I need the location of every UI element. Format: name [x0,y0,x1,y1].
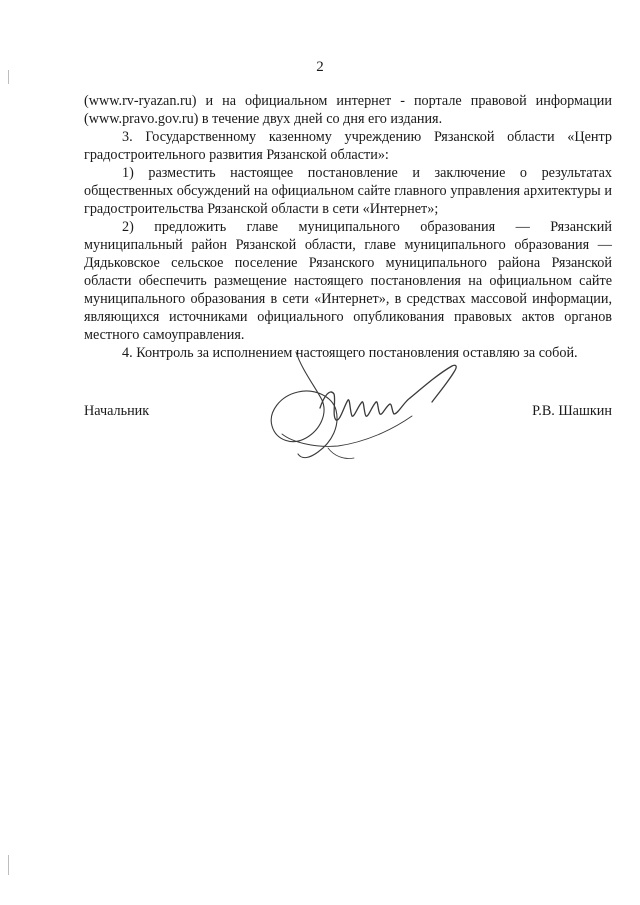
handwritten-signature [262,330,472,470]
signature-row [84,402,612,422]
signatory-name: Р.В. Шашкин [532,403,612,419]
signatory-position: Начальник [84,403,150,419]
paragraph-item-4: 4. Контроль за исполнением настоящего постановления оставляю за собой. [122,345,578,361]
document-body [84,92,612,362]
scan-margin-mark [8,70,9,84]
page-number: 2 [316,59,324,75]
paragraph-item-3: 3. Государственному казенному учреждению Рязанской области «Центр градостроительного развития Рязанской области»: [84,129,612,163]
paragraph-continuation: (www.rv-ryazan.ru) и на официальном интернет - портале правовой информации (www.pravo.gov.ru) в течение двух дней со дня его издания. [84,93,612,127]
paragraph-item-3-1: 1) разместить настоящее постановление и заключение о результатах общественных обсуждений на официальном сайте главного управления архитектуры и градостроительства Рязанской области в сети «Интернет»; [84,165,612,217]
paragraph-item-3-2: 2) предложить главе муниципального образования — Рязанский муниципальный район Рязанской области, главе муниципального образования — Дядьковское сельское поселение Рязанского муниципального района Рязанской области обеспечить размещение настоящего постановления на официальном сайте муниципального образования в сети «Интернет», в средствах массовой информации, являющихся источниками официального опубликования правовых актов органов местного самоуправления. [84,219,612,343]
scan-margin-mark [8,855,9,875]
